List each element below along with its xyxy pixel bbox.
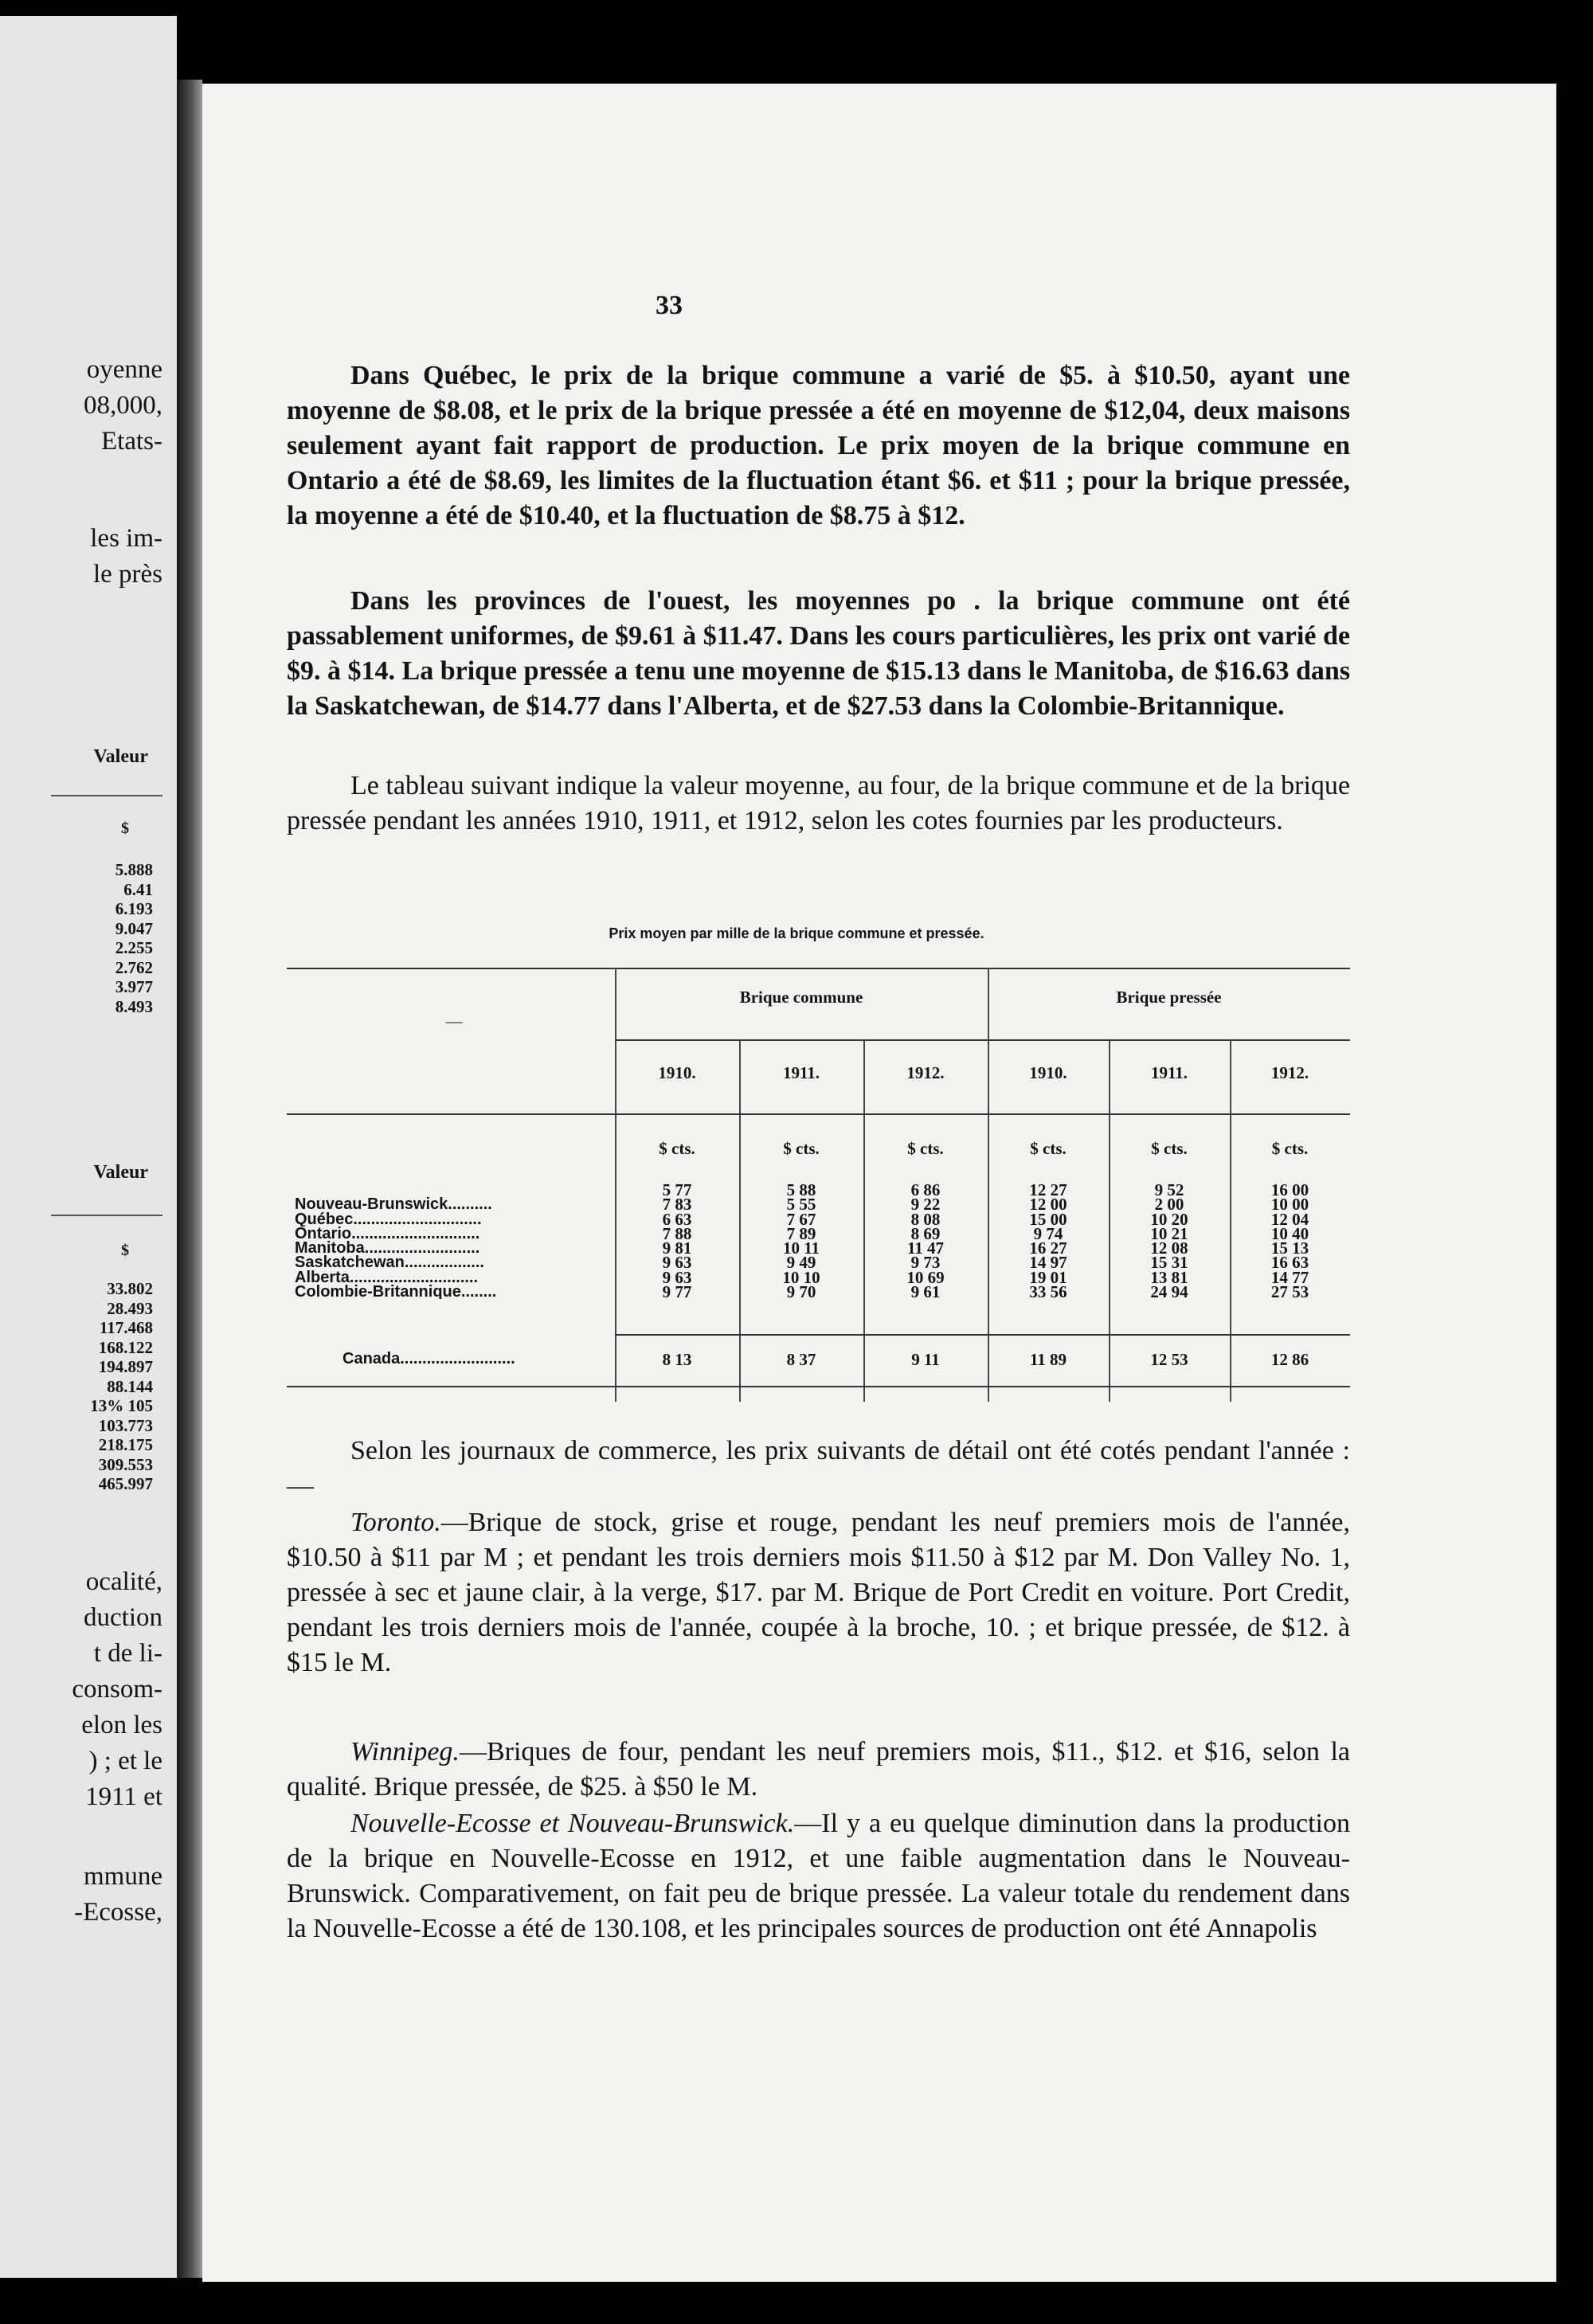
value: 103.773 [98,1415,153,1435]
section-text: —Brique de stock, grise et rouge, pendant les neuf premiers mois de l'année, $10.50 à $11 par M ; et pendant les trois derniers mois $11.50 à $12 par M. Don Valley No. 1, pressée à sec et jaune clair, à la verge, $17. par M. Brique de Port Credit en voiture. Port Credit, pendant les trois derniers mois de l'année, coupée à la broche, 10. ; et brique pressée, de $12. à $15 le M. [287,1508,1350,1677]
unit-label: $ [121,1242,129,1259]
year-header: 1911. [1150,1063,1188,1082]
table-cell: 2 00 [1154,1195,1184,1215]
column-header: Valeur [93,746,148,767]
value: 218.175 [98,1435,153,1454]
fragment-text: ocalité, [85,1567,162,1596]
data-column [615,1180,739,1302]
fragment-text: 1911 et [85,1782,162,1811]
table-cell: 27 53 [1270,1282,1309,1302]
unit-header: $ cts. [783,1139,820,1158]
table-cell: 15 31 [1150,1253,1188,1273]
data-column [1109,1180,1230,1302]
table-cell: 33 56 [1029,1282,1067,1302]
table-cell: 5 77 [662,1180,692,1199]
table-cell: 15 00 [1029,1209,1067,1229]
table-cell: 6 63 [662,1209,692,1229]
paragraph: Selon les journaux de commerce, les prix suivants de détail ont été cotés pendant l'année :— [287,1436,1350,1500]
row-labels [295,1183,617,1299]
group-rule [615,1039,1350,1041]
fragment-text: t de li- [93,1639,162,1668]
group-header-common: Brique commune [739,988,863,1007]
year-header: 1910. [658,1063,696,1082]
value: 168.122 [98,1337,153,1357]
row-label: Ontario............................. [295,1226,480,1242]
table-bottom-rule [287,1386,1350,1387]
section-title: Nouvelle-Ecosse et Nouveau-Brunswick. [350,1809,795,1838]
table-cell: 10 20 [1150,1209,1188,1229]
table-cell: 7 67 [786,1209,816,1229]
fragment-text: duction [84,1603,162,1632]
table-cell: 5 88 [786,1180,816,1199]
total-cell: 11 89 [1029,1350,1067,1369]
unit-header: $ cts. [1271,1139,1309,1158]
data-column [988,1180,1109,1302]
table-cell: 5 55 [786,1195,816,1215]
unit-header: $ cts. [907,1139,944,1158]
table-cell: 12 04 [1270,1209,1309,1229]
table-cell: 16 27 [1029,1238,1067,1258]
table-top-rule [287,968,1350,969]
fragment-text: oyenne [86,355,162,384]
value: 8.493 [115,996,153,1016]
value: 465.997 [98,1474,153,1493]
value: 5.888 [115,860,153,879]
fragment-text: ) ; et le [88,1747,162,1775]
table-cell: 9 70 [786,1282,816,1302]
table-cell: 9 81 [662,1238,692,1258]
total-cell: 9 11 [911,1350,940,1369]
nouvelle-ecosse-paragraph [287,1806,1350,1946]
table-cell: 11 47 [906,1238,945,1258]
table-cell: 9 74 [1033,1223,1063,1243]
table-cell: 10 69 [906,1267,945,1287]
total-cell: 12 86 [1270,1350,1309,1369]
table-cell: 10 10 [782,1267,820,1287]
value-column [115,860,153,1016]
row-label: Québec............................. [295,1211,482,1227]
table-cell: 19 01 [1029,1267,1067,1287]
fragment-text: elon les [81,1711,162,1739]
toronto-paragraph [287,1505,1350,1680]
value: 2.762 [115,957,153,977]
table-cell: 9 77 [662,1282,692,1302]
table-cell: 13 81 [1150,1267,1188,1287]
table-cell: 9 63 [662,1267,692,1287]
table-cell: 9 49 [786,1253,816,1273]
fragment-text: les im- [90,524,162,553]
row-label: Alberta............................. [295,1270,479,1285]
section-title: Winnipeg. [350,1737,460,1766]
table-cell: 9 63 [662,1253,692,1273]
total-row-label: Canada.......................... [342,1350,515,1367]
unit-header: $ cts. [1030,1139,1067,1158]
table-cell: 10 40 [1270,1223,1309,1243]
table-cell: 6 86 [910,1180,941,1199]
table-cell: 10 00 [1270,1195,1309,1215]
book-gutter [177,80,202,2278]
row-label: Saskatchewan.................. [295,1255,484,1270]
group-header-pressed: Brique pressée [1116,988,1222,1007]
table-cell: 7 83 [662,1195,692,1215]
fragment-text: mmune [84,1862,162,1891]
year-header: 1912. [1270,1063,1309,1082]
row-label [295,1183,617,1197]
value: 194.897 [98,1357,153,1376]
total-rule [615,1334,1350,1336]
table-cell: 12 00 [1029,1195,1067,1215]
year-header: 1912. [906,1063,945,1082]
value: 117.468 [99,1318,153,1337]
section-text: —Briques de four, pendant les neuf premiers mois, $11., $12. et $16, selon la qualité. Brique pressée, de $25. à $50 le M. [287,1737,1350,1802]
table-cell: 9 61 [910,1282,941,1302]
unit-header: $ cts. [659,1139,695,1158]
value: 6.41 [123,879,153,899]
unit-label: $ [121,820,129,837]
value: 28.493 [107,1298,153,1318]
value: 6.193 [115,899,153,918]
value: 13% 105 [90,1396,153,1415]
table-cell: 7 89 [786,1223,816,1243]
table-cell: 12 08 [1150,1238,1188,1258]
table-cell: 16 63 [1270,1253,1309,1273]
value-column [90,1279,153,1494]
table-cell: 14 77 [1270,1267,1309,1287]
table-cell: 9 22 [910,1195,941,1215]
header-rule [287,1113,1350,1115]
value: 33.802 [107,1279,153,1298]
column-header: Valeur [93,1162,148,1183]
unit-header: $ cts. [1151,1139,1188,1158]
winnipeg-paragraph [287,1735,1350,1805]
value: 88.144 [107,1376,153,1396]
row-label: Colombie-Britannique........ [295,1285,497,1300]
paragraph: Dans les provinces de l'ouest, les moyennes po . la brique commune ont été passablement uniformes, de $9.61 à $11.47. Dans les cours particulières, les prix ont varié de $9. à $14. La brique pressée a tenu une moyenne de $15.13 dans le Manitoba, de $16.63 dans la Saskatchewan, de $14.77 dans l'Alberta, et de $27.53 dans la Colombie-Britannique. [287,586,1350,721]
price-table [287,968,1350,1402]
table-cell: 8 69 [910,1223,941,1243]
data-column [739,1180,863,1302]
facing-page-fragment [0,16,177,2278]
table-cell: 14 97 [1029,1253,1067,1273]
row-label: Manitoba.......................... [295,1241,480,1256]
table-cell: 9 52 [1154,1180,1184,1199]
paragraph: Le tableau suivant indique la valeur moyenne, au four, de la brique commune et de la brique pressée pendant les années 1910, 1911, et 1912, selon les cotes fournies par les producteurs. [287,771,1350,835]
total-cell: 8 37 [786,1350,816,1369]
table-cell: 15 13 [1270,1238,1309,1258]
section-text: —Il y a eu quelque diminution dans la production de la brique en Nouvelle-Ecosse en 1912, et une faible augmentation dans le Nouveau-Brunswick. Comparativement, on fait peu de brique pressée. La valeur totale du rendement dans la Nouvelle-Ecosse a été de 130.108, et les principales sources de production ont été Annapolis [287,1809,1350,1943]
row-label: Nouveau-Brunswick.......... [295,1197,492,1212]
value: 309.553 [98,1454,153,1474]
table-caption: Prix moyen par mille de la brique commune et pressée. [609,925,984,941]
total-cell: 8 13 [662,1350,692,1369]
year-header: 1911. [782,1063,820,1082]
table-cell: 9 73 [910,1253,941,1273]
divider [51,795,162,796]
data-column [1230,1180,1350,1302]
fragment-text: 08,000, [84,391,162,420]
table-cell: 7 88 [662,1223,692,1243]
divider [51,1215,162,1216]
table-cell: 10 21 [1150,1223,1188,1243]
fragment-text: le près [92,560,162,589]
table-cell: 12 27 [1029,1180,1067,1199]
page-number: 33 [656,291,683,320]
value: 9.047 [115,918,153,938]
table-cell: 10 11 [782,1238,820,1258]
paragraph: Dans Québec, le prix de la brique commune a varié de $5. à $10.50, ayant une moyenne de $8.08, et le prix de la brique pressée a été en moyenne de $12,04, deux maisons seulement ayant fait rapport de production. Le prix moyen de la brique commune en Ontario a été de $8.69, les limites de la fluctuation étant $6. et $11 ; pour la brique pressée, la moyenne a été de $10.40, et la fluctuation de $8.75 à $12. [287,361,1350,530]
total-cell: 12 53 [1150,1350,1188,1369]
table-cell: 8 08 [910,1209,941,1229]
stub-dash: — [445,1011,463,1031]
table-cell: 24 94 [1150,1282,1188,1302]
fragment-text: consom- [72,1675,162,1704]
section-title: Toronto. [350,1508,441,1537]
data-column [863,1180,988,1302]
table-cell: 16 00 [1270,1180,1309,1199]
fragment-text: -Ecosse, [74,1898,162,1927]
value: 2.255 [115,938,153,957]
value: 3.977 [115,977,153,996]
year-header: 1910. [1029,1063,1067,1082]
fragment-text: Etats- [101,427,162,456]
